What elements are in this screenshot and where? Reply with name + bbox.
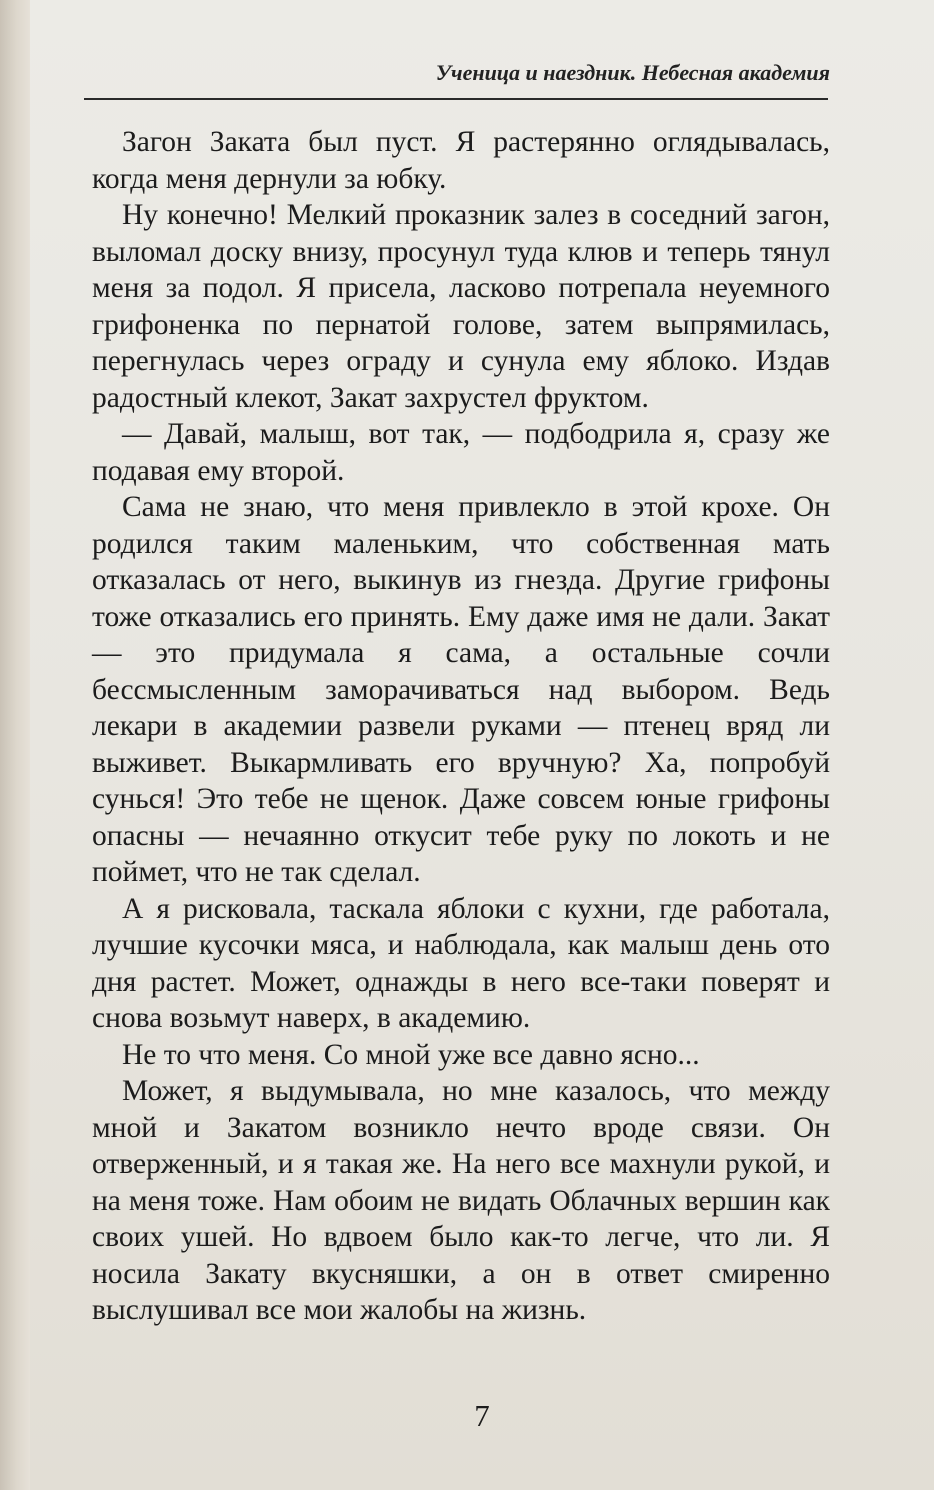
paragraph: А я рисковала, таскала яблоки с кухни, где работала, лучшие кусочки мяса, и наблюдала, как малыш день ото дня растет. Может, однажды в него все-таки поверят и снова возьмут наверх, в академию. [92,892,830,1034]
book-spine-shadow [0,0,30,1490]
paragraph: Может, я выдумывала, но мне казалось, что между мной и Закатом возникло нечто вроде связи. Он отверженный, и я такая же. На него все махнули рукой, и на меня тоже. Нам обоим не видать Облачных вершин как своих ушей. Но вдвоем было как-то легче, что ли. Я носила Закату вкусняшки, а он в ответ смиренно выслушивал все мои жалобы на жизнь. [92,1075,830,1326]
paragraph: — Давай, малыш, вот так, — подбодрила я, сразу же подавая ему второй. [92,418,830,487]
body-text [92,124,830,1329]
book-page [30,0,934,1490]
running-head: Ученица и наездник. Небесная академия [435,60,830,85]
paragraph: Ну конечно! Мелкий проказник залез в соседний загон, выломал доску внизу, просунул туда клюв и теперь тянул меня за подол. Я присела, ласково потрепала неуемного грифоненка по пернатой голове, затем выпрямилась, перегнулась через ограду и сунула ему яблоко. Издав радостный клекот, Закат захрустел фруктом. [92,199,830,414]
paragraph: Сама не знаю, что меня привлекло в этой крохе. Он родился таким маленьким, что собственная мать отказалась от него, выкинув из гнезда. Другие грифоны тоже отказались его принять. Ему даже имя не дали. Закат — это придумала я сама, а остальные сочли бессмысленным заморачиваться над выбором. Ведь лекари в академии развели руками — птенец вряд ли выживет. Выкармливать его вручную? Ха, попробуй сунься! Это тебе не щенок. Даже совсем юные грифоны опасны — нечаянно откусит тебе руку по локоть и не поймет, что не так сделал. [92,491,830,888]
page-number: 7 [474,1398,490,1433]
paragraph: Не то что меня. Со мной уже все давно ясно... [122,1038,700,1071]
paragraph: Загон Заката был пуст. Я растерянно оглядывалась, когда меня дернули за юбку. [92,126,830,195]
header-rule [84,98,828,100]
